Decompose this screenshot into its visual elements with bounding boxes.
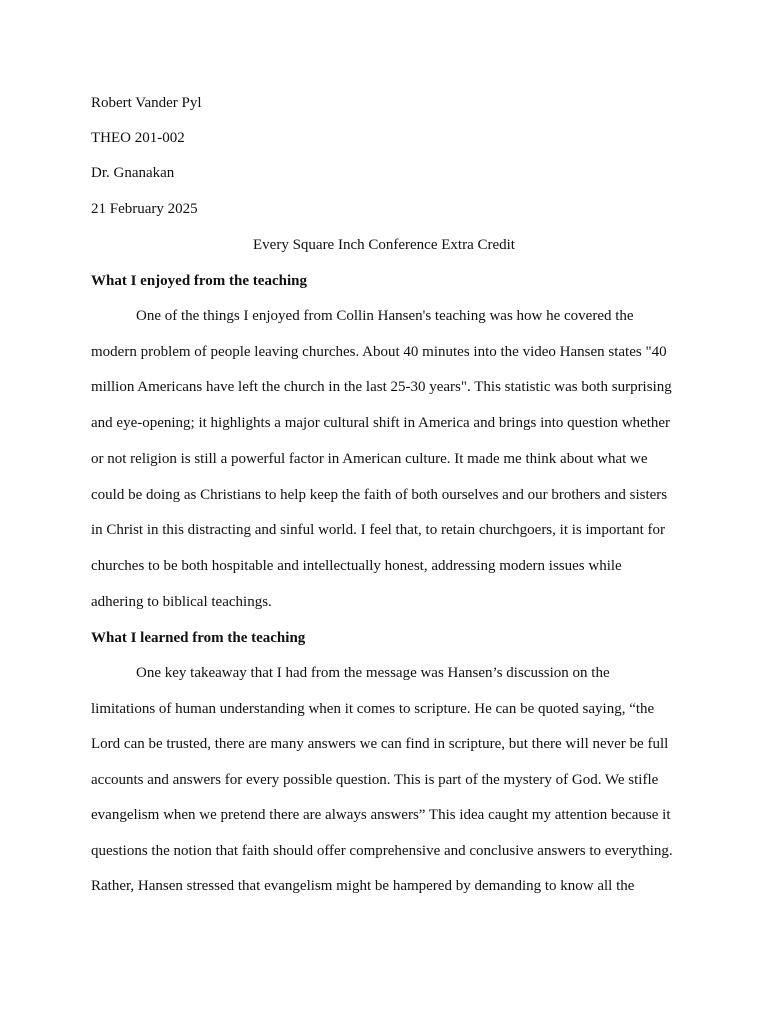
paragraph-line: Lord can be trusted, there are many answers we can find in scripture, but there will never be full [91, 736, 669, 752]
course-code: THEO 201-002 [91, 130, 185, 146]
paragraph-line: Rather, Hansen stressed that evangelism might be hampered by demanding to know all the [91, 878, 635, 894]
author-name: Robert Vander Pyl [91, 95, 202, 111]
paragraph-line: evangelism when we pretend there are always answers” This idea caught my attention because it [91, 807, 671, 823]
paragraph-line: churches to be both hospitable and intellectually honest, addressing modern issues while [91, 558, 622, 574]
paragraph-line: One of the things I enjoyed from Collin Hansen's teaching was how he covered the [136, 308, 634, 324]
instructor-name: Dr. Gnanakan [91, 165, 175, 181]
paragraph-line: in Christ in this distracting and sinful world. I feel that, to retain churchgoers, it is important for [91, 522, 666, 538]
section-heading-enjoyed: What I enjoyed from the teaching [91, 273, 307, 289]
paragraph-line: could be doing as Christians to help keep the faith of both ourselves and our brothers and sisters [91, 487, 668, 503]
paragraph-line: or not religion is still a powerful factor in American culture. It made me think about what we [91, 451, 648, 467]
paragraph-line: accounts and answers for every possible question. This is part of the mystery of God. We stifle [91, 772, 659, 788]
document-title: Every Square Inch Conference Extra Credit [253, 237, 515, 253]
section-heading-learned: What I learned from the teaching [91, 630, 306, 646]
paragraph-line: modern problem of people leaving churches. About 40 minutes into the video Hansen states "40 [91, 344, 667, 360]
paragraph-line: questions the notion that faith should offer comprehensive and conclusive answers to everything. [91, 843, 673, 859]
paragraph-line: One key takeaway that I had from the message was Hansen’s discussion on the [136, 665, 610, 681]
paragraph-line: and eye-opening; it highlights a major cultural shift in America and brings into question whether [91, 415, 671, 431]
paragraph-line: million Americans have left the church in the last 25-30 years". This statistic was both surprising [91, 379, 672, 395]
paragraph-line: adhering to biblical teachings. [91, 594, 272, 610]
paragraph-line: limitations of human understanding when it comes to scripture. He can be quoted saying, “the [91, 701, 655, 717]
document-date: 21 February 2025 [91, 201, 198, 217]
